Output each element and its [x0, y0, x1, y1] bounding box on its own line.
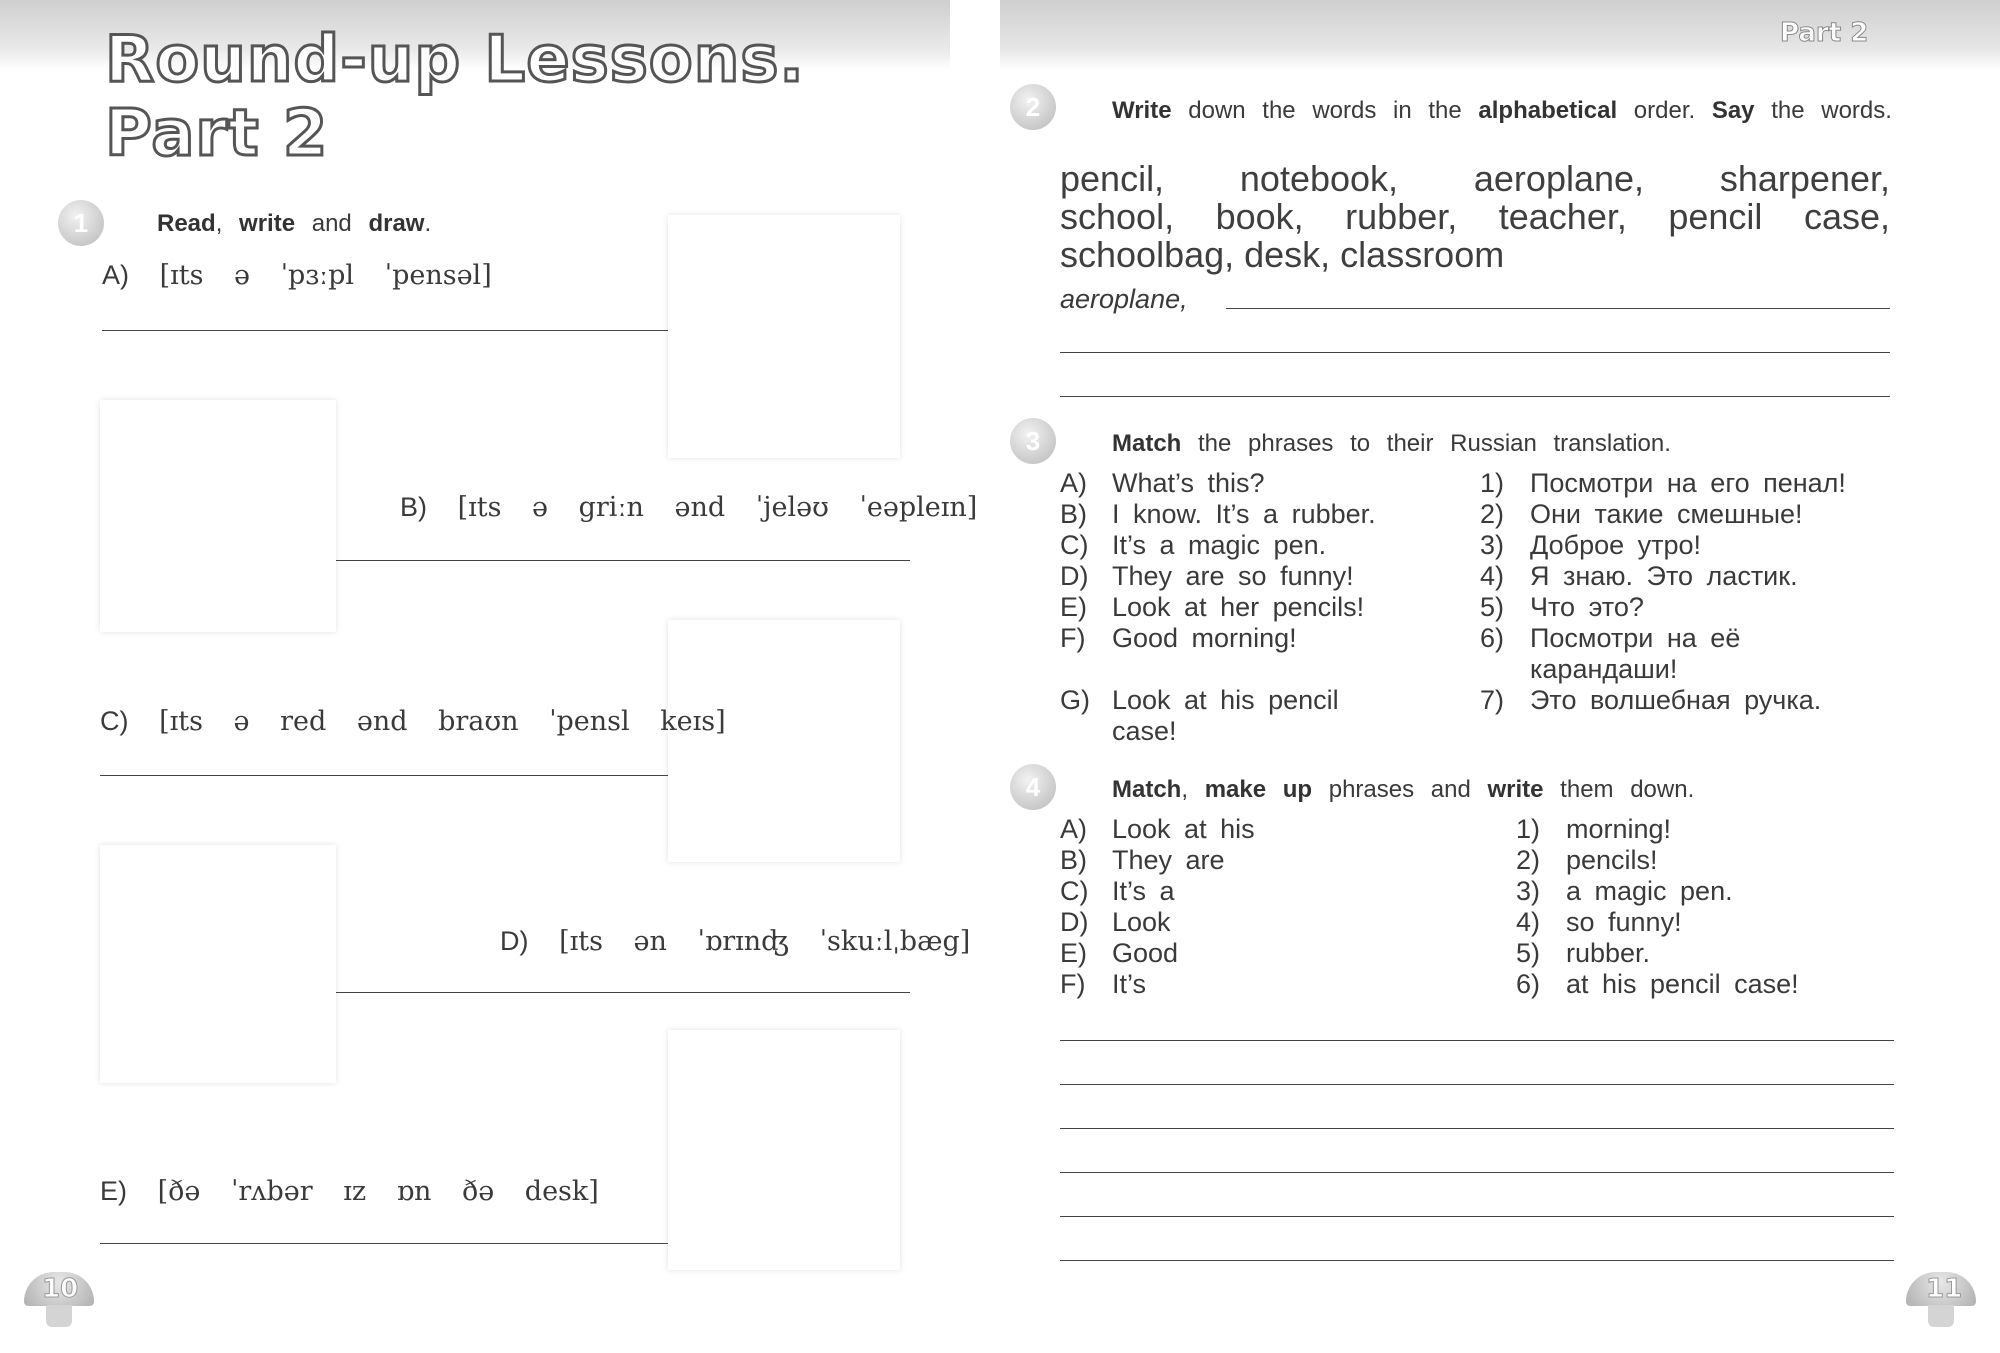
word-line: schoolbag, desk, classroom	[1060, 234, 1505, 275]
page-number-right: 11	[1926, 1274, 1963, 1304]
instruction-run: down the words in the	[1171, 97, 1479, 124]
instruction-run: Match	[1112, 430, 1182, 457]
list-item	[1060, 685, 1470, 747]
list-item	[1480, 623, 1900, 685]
answer-line-b[interactable]	[336, 560, 910, 561]
answer-line-c[interactable]	[100, 775, 668, 776]
drawing-box-d[interactable]	[100, 845, 336, 1083]
list-item	[1060, 907, 1480, 938]
exercise-4-answer-line-3[interactable]	[1060, 1128, 1894, 1129]
exercise-2-number: 2	[1010, 84, 1056, 130]
instruction-run: ,	[215, 210, 240, 237]
item-phonetic: [ɪts ən ˈɒrɪnʤ ˈskuːlˌbæg]	[559, 926, 971, 957]
list-item	[1516, 969, 1896, 1000]
item-number: 2)	[1480, 499, 1505, 529]
item-phonetic: [ðə ˈrʌbər ɪz ɒn ðə desk]	[157, 1176, 599, 1207]
list-item	[1516, 938, 1896, 969]
exercise-1-item-c	[100, 706, 726, 737]
exercise-4-instruction	[1112, 776, 1694, 804]
item-number: 6)	[1480, 623, 1505, 653]
item-text: Look at his pencil case!	[1112, 685, 1339, 746]
item-text: rubber.	[1566, 938, 1651, 968]
exercise-1-item-a	[102, 260, 492, 291]
exercise-4-answer-line-5[interactable]	[1060, 1216, 1894, 1217]
item-text: so funny!	[1566, 907, 1682, 937]
exercise-4-number: 4	[1010, 764, 1056, 810]
instruction-run: them down.	[1543, 776, 1695, 803]
list-item	[1060, 592, 1470, 623]
item-text: morning!	[1566, 814, 1672, 844]
item-text: Look	[1112, 907, 1171, 937]
instruction-run: the words.	[1754, 97, 1892, 124]
exercise-4-endings-list	[1516, 814, 1896, 1000]
list-item	[1060, 499, 1470, 530]
instruction-run: Write	[1112, 97, 1172, 124]
item-text: Они такие смешные!	[1530, 499, 1803, 529]
item-letter: F)	[1060, 969, 1086, 999]
instruction-run: ,	[1181, 776, 1205, 803]
instruction-run: Say	[1711, 97, 1755, 124]
exercise-3-number: 3	[1010, 418, 1056, 464]
exercise-3-russian-list	[1480, 468, 1900, 716]
item-text: They are so funny!	[1112, 561, 1354, 591]
exercise-2-instruction	[1112, 96, 1892, 126]
exercise-4-answer-line-2[interactable]	[1060, 1084, 1894, 1085]
item-letter: A)	[102, 260, 129, 290]
list-item	[1060, 969, 1480, 1000]
list-item	[1060, 938, 1480, 969]
list-item	[1060, 530, 1470, 561]
item-text: Доброе утро!	[1530, 530, 1702, 560]
mushroom-stem	[1928, 1305, 1954, 1327]
instruction-run: phrases and	[1312, 776, 1488, 803]
exercise-2-answer-line-2[interactable]	[1060, 352, 1890, 353]
item-text: Good morning!	[1112, 623, 1297, 653]
item-letter: C)	[1060, 876, 1089, 906]
exercise-2-answer-start: aeroplane,	[1060, 284, 1188, 314]
drawing-box-b[interactable]	[100, 400, 336, 632]
instruction-run: alphabetical	[1478, 97, 1618, 124]
exercise-4-answer-line-6[interactable]	[1060, 1260, 1894, 1261]
item-phonetic: [ɪts ə red ənd braʊn ˈpensl keɪs]	[159, 706, 726, 737]
item-number: 4)	[1516, 907, 1541, 937]
item-letter: E)	[1060, 592, 1087, 622]
item-number: 5)	[1516, 938, 1541, 968]
item-text: Что это?	[1530, 592, 1644, 622]
item-number: 2)	[1516, 845, 1541, 875]
item-text: It’s	[1112, 969, 1147, 999]
item-letter: A)	[1060, 468, 1087, 498]
part-label: Part 2	[1780, 18, 1869, 48]
item-letter: C)	[1060, 530, 1089, 560]
exercise-4-answer-line-1[interactable]	[1060, 1040, 1894, 1041]
item-phonetic: [ɪts ə griːn ənd ˈjeləʊ ˈeəpleɪn]	[457, 492, 978, 523]
item-letter: B)	[1060, 845, 1087, 875]
page-title-line2: Part 2	[105, 97, 329, 171]
item-number: 3)	[1516, 876, 1541, 906]
drawing-box-e[interactable]	[668, 1030, 900, 1270]
item-number: 5)	[1480, 592, 1505, 622]
exercise-1-item-e	[100, 1176, 599, 1207]
item-text: Посмотри на её карандаши!	[1530, 623, 1741, 684]
list-item	[1516, 845, 1896, 876]
list-item	[1060, 876, 1480, 907]
list-item	[1480, 592, 1900, 623]
mushroom-stem	[46, 1305, 72, 1327]
exercise-4-starts-list	[1060, 814, 1480, 1000]
item-text: at his pencil case!	[1566, 969, 1799, 999]
answer-line-a[interactable]	[102, 330, 668, 331]
answer-line-d[interactable]	[336, 992, 910, 993]
instruction-run: make up	[1204, 776, 1313, 803]
item-text: Look at his	[1112, 814, 1255, 844]
item-text: Look at her pencils!	[1112, 592, 1365, 622]
exercise-3-english-list	[1060, 468, 1470, 747]
item-letter: A)	[1060, 814, 1087, 844]
item-number: 1)	[1480, 468, 1505, 498]
item-text: pencils!	[1566, 845, 1658, 875]
item-letter: F)	[1060, 623, 1086, 653]
list-item	[1060, 561, 1470, 592]
item-number: 1)	[1516, 814, 1541, 844]
instruction-run: Match	[1112, 776, 1182, 803]
page-title-line1: Round-up Lessons.	[105, 23, 805, 97]
instruction-run: draw	[368, 210, 425, 237]
item-text: What’s this?	[1112, 468, 1265, 498]
item-number: 7)	[1480, 685, 1505, 715]
item-letter: B)	[1060, 499, 1087, 529]
drawing-box-a[interactable]	[668, 215, 900, 458]
item-text: They are	[1112, 845, 1225, 875]
list-item	[1480, 685, 1900, 716]
exercise-4-answer-line-4[interactable]	[1060, 1172, 1894, 1173]
page-spine	[950, 0, 1000, 1353]
item-text: a magic pen.	[1566, 876, 1733, 906]
item-phonetic: [ɪts ə ˈpɜːpl ˈpensəl]	[159, 260, 492, 291]
item-text: I know. It’s a rubber.	[1112, 499, 1376, 529]
item-letter: E)	[100, 1176, 127, 1206]
item-text: Good	[1112, 938, 1179, 968]
item-letter: B)	[400, 492, 427, 522]
list-item	[1516, 814, 1896, 845]
instruction-run: Read	[157, 210, 216, 237]
item-text: Это волшебная ручка.	[1530, 685, 1822, 715]
list-item	[1060, 468, 1470, 499]
answer-line-e[interactable]	[100, 1243, 668, 1244]
item-number: 4)	[1480, 561, 1505, 591]
item-text: It’s a	[1112, 876, 1175, 906]
exercise-3-instruction	[1112, 430, 1671, 458]
list-item	[1060, 623, 1470, 685]
item-text: Посмотри на его пенал!	[1530, 468, 1846, 498]
drawing-box-c[interactable]	[668, 620, 900, 862]
instruction-run: .	[424, 210, 432, 237]
item-text: Я знаю. Это ластик.	[1530, 561, 1798, 591]
exercise-1-item-d	[500, 926, 970, 957]
item-number: 6)	[1516, 969, 1541, 999]
list-item	[1480, 499, 1900, 530]
word-line: pencil, notebook, aeroplane, sharpener,	[1060, 158, 1890, 199]
instruction-run: the phrases to their Russian translation.	[1181, 430, 1671, 457]
exercise-2-answer-line-1[interactable]	[1226, 308, 1890, 309]
item-letter: G)	[1060, 685, 1090, 715]
list-item	[1060, 814, 1480, 845]
instruction-run: order.	[1617, 97, 1712, 124]
item-number: 3)	[1480, 530, 1505, 560]
list-item	[1480, 530, 1900, 561]
list-item	[1480, 468, 1900, 499]
list-item	[1480, 561, 1900, 592]
word-line: school, book, rubber, teacher, pencil case,	[1060, 196, 1890, 237]
exercise-1-instruction	[157, 210, 431, 238]
instruction-run: write	[239, 210, 296, 237]
instruction-run: and	[295, 210, 369, 237]
item-letter: E)	[1060, 938, 1087, 968]
item-letter: D)	[500, 926, 529, 956]
item-letter: C)	[100, 706, 129, 736]
item-text: It’s a magic pen.	[1112, 530, 1327, 560]
exercise-2-word-list	[1060, 160, 1890, 274]
page-number-left: 10	[42, 1274, 79, 1304]
list-item	[1516, 907, 1896, 938]
item-letter: D)	[1060, 561, 1089, 591]
exercise-2-answer-line-3[interactable]	[1060, 396, 1890, 397]
exercise-1-number: 1	[58, 200, 104, 246]
list-item	[1516, 876, 1896, 907]
exercise-1-item-b	[400, 492, 977, 523]
instruction-run: write	[1487, 776, 1544, 803]
list-item	[1060, 845, 1480, 876]
item-letter: D)	[1060, 907, 1089, 937]
